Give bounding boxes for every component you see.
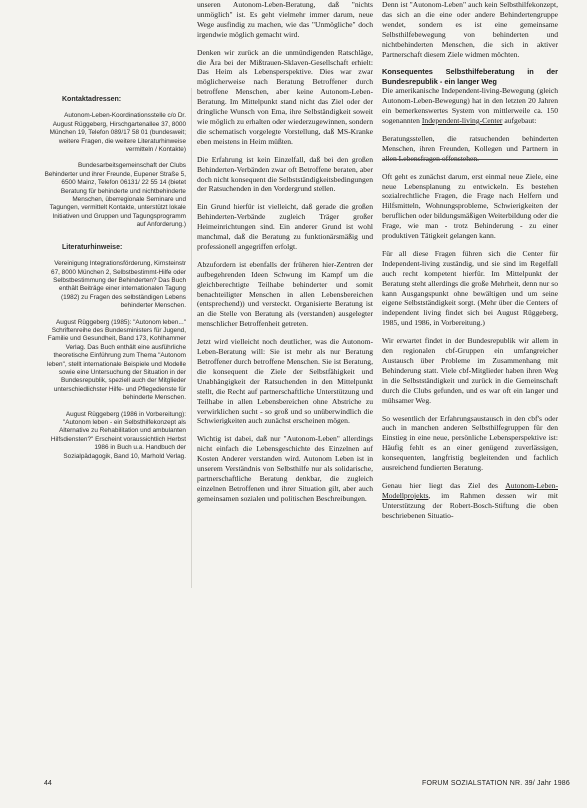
contact-entry: Autonom-Leben-Koordinationsstelle c/o Dr. August Rüggeberg, Hirschgartenallee 37, 8000 München 19, Telefon 089/17 58 01 (bundesweit; weitere Fragen, die weitere Literaturhinweise vermitteln / Kontakte) — [49, 112, 186, 154]
sidebar-box — [44, 96, 186, 469]
paragraph: Die Erfahrung ist kein Einzelfall, daß bei den großen Behinderten-Verbänden zwar oft Betroffene beraten, aber doch nicht konsequent die Selbstständigkeitsbedingungen der Ratsuchenden in den Vordergrund stellen. — [197, 154, 373, 194]
literature-heading: Literaturhinweise: — [62, 243, 123, 251]
page-number: 44 — [44, 780, 52, 787]
section-heading: Konsequentes Selbsthilfeberatung in der Bundesrepublik - ein langer Weg — [382, 67, 558, 86]
paragraph: So wesentlich der Erfahrungsaustausch in den cbf's oder auch in manchen anderen Selbsthilfegruppen für den Einstieg in eine neue, persönliche Lebensperspektive ist: Häufig fehlt es an einer genügend zuverlässigen, konsequenten, langfristig begleitenden und fachlich ausreichend fundierten Beratung. — [382, 413, 558, 473]
middle-column — [197, 0, 373, 512]
paragraph: Oft geht es zunächst darum, erst einmal neue Ziele, eine neue Lebensplanung zu entwickeln. Es bestehen sozialrechtliche Fragen, die Frage nach Helfern und Hilfsmitteln, Wohnungsprobleme, Schwierigkeiten der beruflichen oder bildungsmäßigen Weiterbildung oder die Frage, wie man - trotz Behinderung - zu einer produktiven Tätigkeit gelangen kann. — [382, 171, 558, 241]
column-divider — [191, 88, 192, 588]
paragraph — [382, 481, 558, 521]
paragraph — [382, 86, 558, 126]
paragraph-text: Genau hier liegt das Ziel des — [382, 480, 499, 490]
paragraph: Denn ist "Autonom-Leben" auch kein Selbsthilfekonzept, das sich an die eine oder andere Behindertengruppe wendet, sondern es ist eine gemeinsame Selbsthilfebewegung von behinderten und nichtbehinderten Menschen, die sich in aktiver Partnerschaft diesem Ziele widmen möchten. — [382, 0, 558, 59]
literature-entry: Vereinigung Integrationsförderung, Kirnsteinstr 67, 8000 München 2, Selbstbestimmt-Hilfe oder Selbstbestimmung der Behinderten? Das Buch enthält Beiträge einer internationalen Tagung (1982) zu Fragen des selbständigen Lebens behinderter Menschen. — [51, 260, 186, 310]
contacts-heading: Kontaktadressen: — [62, 96, 122, 103]
term-underlined: Independent-living-Center — [421, 115, 503, 125]
literature-entry: August Rüggeberg (1985): "Autonom leben..." Schriftenreihe des Bundesministers für Jugend, Familie und Gesundheit, Band 173, Kohlhammer Verlag. Das Buch enthält eine ausführliche theoretische Einführung zum Thema "Autonom leben", stellt internationale Beispiele und Modelle sowie eine Untersuchung der Situation in der Bundesrepublik, speziell auch der Mitglieder unterschiedlichster Hilfe- und Pflegedienste für behinderte Menschen. — [46, 318, 186, 402]
literature-entry: August Rüggeberg (1986 in Vorbereitung): "Autonom leben - ein Selbsthilfekonzept als Alternative zu Rehabilitation und ambulanten Hilfsdiensten?" Erscheint voraussichtlich Herbst 1986 in Buch u.a. Handbuch der Sozialpädagogik, Band 10, Marhold Verlag. — [50, 410, 186, 460]
paragraph: Beratungsstellen, die ratsuchenden behinderten Menschen, ihren Freunden, Kollegen und Partnern in allen Lebensfragen offenstehen. — [382, 133, 558, 163]
paragraph: Ein Grund hierfür ist vielleicht, daß gerade die großen Behinderten-Verbände zugleich Träger großer Heimeinrichtungen sind. Ein anderer Grund ist wohl manchmal, daß die Beratung zu funktionärsmäßig und professionell angegriffen erfolgt. — [197, 202, 373, 251]
right-column — [382, 0, 558, 529]
paragraph: unseren Autonom-Leben-Beratung, daß "nichts unmöglich" ist. Es geht vielmehr immer darum, neue Wege ausfindig zu machen, wie das "Unmögliche" doch irgendwie möglich gemacht wird. — [197, 0, 373, 39]
paragraph: Wir erwartet findet in der Bundesrepublik wir allem in den regionalen cbf-Gruppen ein umfangreicher Austausch über Probleme im Zusammenhang mit Behinderung statt. Viele cbf-Mitglieder haben ihren Weg in die Selbstständigkeit und zurück in die Gemeinschaft durch die Clubs gefunden, und es war oft ein langer und mühsamer Weg. — [382, 336, 558, 405]
paragraph-text: , im Rahmen dessen wir mit Unterstützung der Robert-Bosch-Stiftung die oben beschriebenen Situatio- — [382, 490, 558, 520]
paragraph-text: Die amerikanische Independent-living-Bewegung (gleich Autonom-Leben-Bewegung) hat in den letzten 20 Jahren ein bemerkenswertes System von mittlerweile ca. 150 sogenannten — [382, 86, 558, 125]
paragraph-text: aufgebaut: — [504, 115, 537, 125]
section-rule — [382, 159, 558, 160]
paragraph: Jetzt wird vielleicht noch deutlicher, was die Autonom-Leben-Beratung will: Sie ist mehr als nur Beratung Betroffener durch betroffene Menschen. Sie ist Beratung, die konsequent die Ziele der Selbstfähigkeit und Unabhängigkeit der Ratsuchenden in den Mittelpunkt stellt, die Recht auf partnerschaftliche Unterstützung und Teilhabe in allen Lebensbereichen ohne Abstriche zu verwirklichen sucht - so groß und so unüberwindlich die Schwierigkeiten auch zunächst erscheinen mögen. — [197, 337, 373, 426]
paragraph: Wichtig ist dabei, daß nur "Autonom-Leben" allerdings nicht einfach die Lebensgeschichte des Einzelnen auf Kosten Anderer verstanden wird. Autonom Leben ist in unserem Verständnis von Selbsthilfe nur als solidarische, partnerschaftliche Beratung denkbar, die zugleich einzelnen Betroffenen und ihrer Situation gilt, aber auch gemeinsamen sozialen und politischen Beschreibungen. — [197, 434, 373, 503]
paragraph: Abzufordern ist ebenfalls der früheren hier-Zentren der aufbegehrenden Ideen Schwung im Kampf um die gleichberechtigte Teilhabe behinderter und somit benachteiligter Menschen in allen Lebensbereichen (entsprechend)) und versteckt. Organisierte Beratung ist an die Stelle von Beratung als (verstanden) ausgelegter menschlicher Betroffenheit getreten. — [197, 259, 373, 329]
term-underlined: Autonom-Leben-Modellprojekts — [382, 480, 558, 500]
publication-line: FORUM SOZIALSTATION NR. 39/ Jahr 1986 — [422, 780, 570, 787]
contact-entry: Bundesarbeitsgemeinschaft der Clubs Behinderter und ihrer Freunde, Eupener Straße 5, 6500 Mainz, Telefon 06131/ 22 55 14 (bietet Beratung für behinderte und nichtbehinderte Menschen, überregionale Seminare und Tagungen, vermittelt Kontakte, unterstützt lokale Initiativen und Gruppen und Tagungsprogramm auf Anforderung.) — [44, 162, 186, 229]
paragraph: Für all diese Fragen führen sich die Center für Independent-living zuständig, und sie sind im Regelfall auch recht kompetent hierfür. Im Mittelpunkt der Beratung steht allerdings die große Mehrheit, denn nur so kann Ausgangspunkt ohne bewältigen und um seine eigene Selbstständigkeit sorgt. (Mehr über die Centers of independent living findet sich bei August Rüggeberg, 1985, und 1986, in Vorbereitung.) — [382, 248, 558, 328]
page-footer — [44, 780, 570, 792]
paragraph: Denken wir zurück an die unmündigenden Ratschläge, die Ära bei der Mißtrauen-Sklaven-Gesellschaft erhielt: Das Heim als Lebensperspektive. Dies war zwar möglicherweise nach Beratung Betroffener durch betroffene Menschen, aber keine Autonom-Leben-Beratung. Im Mittelpunkt stand nicht das Ziel oder der dringliche Wunsch von Ema, ihre Selbständigkeit soweit wie möglich zu erhalten oder wiederzugewinnen, sondern die schematisch vorgelegte Vorstellung, daß MS-Kranke eben meistens in Heim müßten. — [197, 47, 373, 146]
